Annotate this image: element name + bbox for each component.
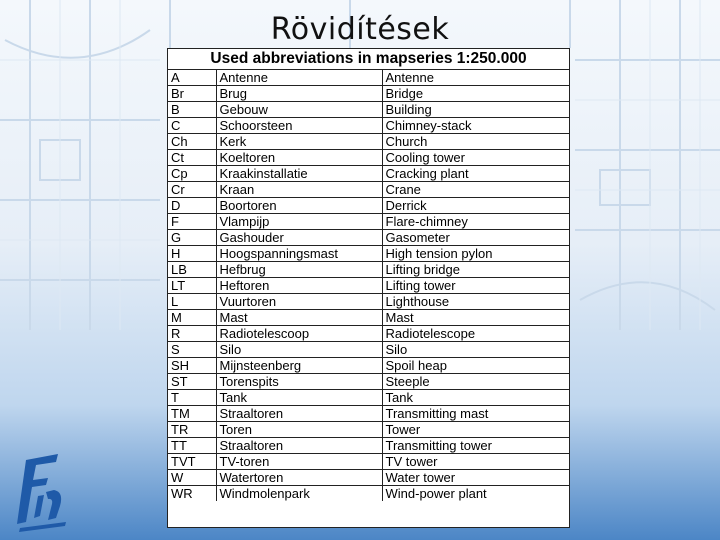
table-row bbox=[168, 166, 569, 182]
abbreviation-cell: TR bbox=[168, 422, 216, 438]
table-row bbox=[168, 438, 569, 454]
abbreviation-cell: A bbox=[168, 70, 216, 86]
dutch-term-cell: Toren bbox=[216, 422, 382, 438]
table-row bbox=[168, 486, 569, 502]
abbreviation-cell: F bbox=[168, 214, 216, 230]
abbreviation-cell: Ch bbox=[168, 134, 216, 150]
english-term-cell: TV tower bbox=[382, 454, 569, 470]
english-term-cell: Radiotelescope bbox=[382, 326, 569, 342]
table-row bbox=[168, 118, 569, 134]
english-term-cell: Spoil heap bbox=[382, 358, 569, 374]
english-term-cell: Tank bbox=[382, 390, 569, 406]
table-row bbox=[168, 358, 569, 374]
english-term-cell: Mast bbox=[382, 310, 569, 326]
table-row bbox=[168, 182, 569, 198]
dutch-term-cell: Mijnsteenberg bbox=[216, 358, 382, 374]
table-row bbox=[168, 86, 569, 102]
dutch-term-cell: Watertoren bbox=[216, 470, 382, 486]
abbreviation-cell: W bbox=[168, 470, 216, 486]
abbreviation-cell: T bbox=[168, 390, 216, 406]
dutch-term-cell: Silo bbox=[216, 342, 382, 358]
table-title: Used abbreviations in mapseries 1:250.000 bbox=[168, 49, 569, 70]
dutch-term-cell: Kraakinstallatie bbox=[216, 166, 382, 182]
fdm-logo-icon bbox=[14, 452, 70, 534]
english-term-cell: Church bbox=[382, 134, 569, 150]
english-term-cell: Flare-chimney bbox=[382, 214, 569, 230]
dutch-term-cell: Koeltoren bbox=[216, 150, 382, 166]
dutch-term-cell: Gashouder bbox=[216, 230, 382, 246]
abbreviation-cell: S bbox=[168, 342, 216, 358]
english-term-cell: Tower bbox=[382, 422, 569, 438]
english-term-cell: Water tower bbox=[382, 470, 569, 486]
table-row bbox=[168, 150, 569, 166]
dutch-term-cell: Straaltoren bbox=[216, 438, 382, 454]
dutch-term-cell: Kraan bbox=[216, 182, 382, 198]
abbreviation-cell: TM bbox=[168, 406, 216, 422]
english-term-cell: Lifting bridge bbox=[382, 262, 569, 278]
english-term-cell: Gasometer bbox=[382, 230, 569, 246]
slide-title: Rövidítések bbox=[270, 12, 450, 47]
table-row bbox=[168, 214, 569, 230]
dutch-term-cell: Boortoren bbox=[216, 198, 382, 214]
dutch-term-cell: Tank bbox=[216, 390, 382, 406]
abbreviation-cell: Ct bbox=[168, 150, 216, 166]
table-row bbox=[168, 134, 569, 150]
table-row bbox=[168, 342, 569, 358]
dutch-term-cell: Hefbrug bbox=[216, 262, 382, 278]
abbreviation-cell: TT bbox=[168, 438, 216, 454]
dutch-term-cell: Straaltoren bbox=[216, 406, 382, 422]
dutch-term-cell: Brug bbox=[216, 86, 382, 102]
table-row bbox=[168, 230, 569, 246]
abbreviation-cell: M bbox=[168, 310, 216, 326]
abbreviation-cell: SH bbox=[168, 358, 216, 374]
english-term-cell: Lifting tower bbox=[382, 278, 569, 294]
dutch-term-cell: Windmolenpark bbox=[216, 486, 382, 502]
abbreviation-cell: Cp bbox=[168, 166, 216, 182]
dutch-term-cell: Antenne bbox=[216, 70, 382, 86]
abbreviation-cell: Br bbox=[168, 86, 216, 102]
table-row bbox=[168, 310, 569, 326]
dutch-term-cell: Torenspits bbox=[216, 374, 382, 390]
abbreviation-cell: WR bbox=[168, 486, 216, 502]
english-term-cell: Cooling tower bbox=[382, 150, 569, 166]
english-term-cell: Steeple bbox=[382, 374, 569, 390]
english-term-cell: Lighthouse bbox=[382, 294, 569, 310]
abbreviation-cell: C bbox=[168, 118, 216, 134]
abbreviation-cell: LT bbox=[168, 278, 216, 294]
dutch-term-cell: Gebouw bbox=[216, 102, 382, 118]
dutch-term-cell: Vlampijp bbox=[216, 214, 382, 230]
dutch-term-cell: Heftoren bbox=[216, 278, 382, 294]
table-row bbox=[168, 454, 569, 470]
abbreviation-cell: R bbox=[168, 326, 216, 342]
english-term-cell: Crane bbox=[382, 182, 569, 198]
abbreviation-cell: H bbox=[168, 246, 216, 262]
dutch-term-cell: Vuurtoren bbox=[216, 294, 382, 310]
dutch-term-cell: Hoogspanningsmast bbox=[216, 246, 382, 262]
english-term-cell: Transmitting tower bbox=[382, 438, 569, 454]
english-term-cell: High tension pylon bbox=[382, 246, 569, 262]
dutch-term-cell: Kerk bbox=[216, 134, 382, 150]
dutch-term-cell: Mast bbox=[216, 310, 382, 326]
table-row bbox=[168, 198, 569, 214]
english-term-cell: Wind-power plant bbox=[382, 486, 569, 502]
table-row bbox=[168, 422, 569, 438]
abbreviation-cell: LB bbox=[168, 262, 216, 278]
dutch-term-cell: Schoorsteen bbox=[216, 118, 382, 134]
abbreviation-table bbox=[168, 70, 569, 501]
english-term-cell: Cracking plant bbox=[382, 166, 569, 182]
table-row bbox=[168, 262, 569, 278]
abbreviation-table-sheet bbox=[167, 48, 570, 528]
english-term-cell: Transmitting mast bbox=[382, 406, 569, 422]
abbreviation-cell: TVT bbox=[168, 454, 216, 470]
english-term-cell: Derrick bbox=[382, 198, 569, 214]
dutch-term-cell: TV-toren bbox=[216, 454, 382, 470]
table-row bbox=[168, 278, 569, 294]
table-row bbox=[168, 470, 569, 486]
abbreviation-cell: D bbox=[168, 198, 216, 214]
english-term-cell: Silo bbox=[382, 342, 569, 358]
english-term-cell: Chimney-stack bbox=[382, 118, 569, 134]
table-row bbox=[168, 102, 569, 118]
table-row bbox=[168, 294, 569, 310]
table-row bbox=[168, 70, 569, 86]
table-row bbox=[168, 406, 569, 422]
abbreviation-cell: B bbox=[168, 102, 216, 118]
table-row bbox=[168, 374, 569, 390]
english-term-cell: Bridge bbox=[382, 86, 569, 102]
abbreviation-cell: ST bbox=[168, 374, 216, 390]
table-row bbox=[168, 390, 569, 406]
english-term-cell: Antenne bbox=[382, 70, 569, 86]
english-term-cell: Building bbox=[382, 102, 569, 118]
table-row bbox=[168, 326, 569, 342]
abbreviation-cell: Cr bbox=[168, 182, 216, 198]
abbreviation-cell: G bbox=[168, 230, 216, 246]
table-row bbox=[168, 246, 569, 262]
abbreviation-cell: L bbox=[168, 294, 216, 310]
dutch-term-cell: Radiotelescoop bbox=[216, 326, 382, 342]
